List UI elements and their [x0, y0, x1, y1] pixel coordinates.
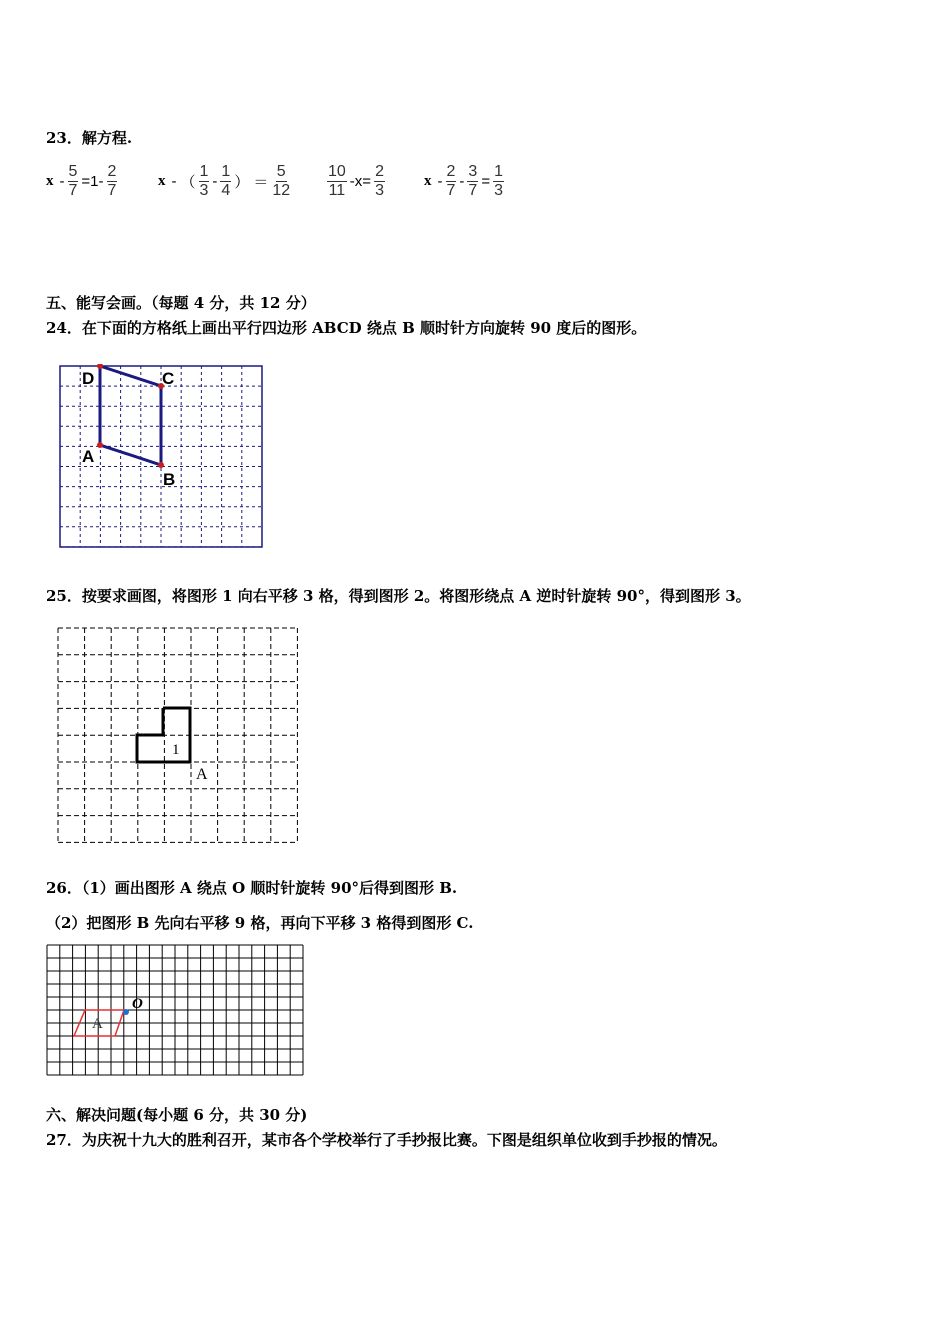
q26-text-2: （2）把图形 B 先向右平移 9 格，再向下平移 3 格得到图形 C.: [46, 914, 474, 932]
parallelogram-abcd: [100, 366, 161, 465]
q26-text-1: 26．（1）画出图形 A 绕点 O 顺时针旋转 90°后得到图形 B.: [46, 879, 458, 897]
fraction: $\frac{2}{3}$: [375, 162, 384, 199]
q25-text: 25．按要求画图，将图形 1 向右平移 3 格，得到图形 2。将图形绕点 A 逆时针旋转 90°，得到图形 3。: [46, 587, 751, 605]
fraction: $\frac{5}{12}$: [272, 162, 291, 199]
fraction: $\frac{1}{4}$: [221, 162, 231, 199]
fraction: $\frac{5}{7}$: [68, 162, 78, 199]
point-b: [158, 462, 164, 468]
point-o-label: O: [132, 996, 143, 1012]
equation-3: $\frac{10}{11}$ -x= $\frac{2}{3}$: [328, 162, 384, 199]
point-a-label: A: [196, 766, 208, 783]
q26-grid-figure: [46, 944, 304, 1076]
q25-grid-figure: [56, 626, 302, 844]
q23-title: 23．解方程.: [46, 129, 133, 147]
shape-a-label: A: [92, 1016, 103, 1032]
label-d: D: [82, 369, 95, 388]
point-a: [97, 442, 103, 448]
equation-4: x - $\frac{2}{7}$ - $\frac{3}{7}$ = $\frac{1}{3}$: [424, 162, 503, 199]
shape-1-label: 1: [172, 742, 180, 758]
label-b: B: [163, 470, 176, 489]
q27-text: 27．为庆祝十九大的胜利召开，某市各个学校举行了手抄报比赛。下图是组织单位收到手抄报的情况。: [46, 1131, 727, 1149]
point-o: [123, 1009, 129, 1015]
label-a: A: [82, 447, 95, 466]
q24-text: 24．在下面的方格纸上画出平行四边形 ABCD 绕点 B 顺时针方向旋转 90 度后的图形。: [46, 319, 647, 337]
fraction: $\frac{2}{7}$: [446, 162, 456, 199]
fraction: $\frac{2}{7}$: [107, 162, 117, 199]
equation-2: x - （ $\frac{1}{3}$ - $\frac{1}{4}$ ） ＝ $\frac{5}{12}$: [158, 162, 291, 199]
fraction: $\frac{10}{11}$: [328, 162, 346, 199]
label-c: C: [162, 369, 175, 388]
section-5-title: 五、能写会画。（每题 4 分，共 12 分）: [46, 294, 316, 312]
fraction: $\frac{1}{3}$: [494, 162, 503, 199]
section-6-title: 六、解决问题(每小题 6 分，共 30 分): [46, 1106, 308, 1124]
fraction: $\frac{1}{3}$: [199, 162, 209, 199]
dashed-grid: [58, 628, 297, 842]
q24-grid-figure: [58, 364, 264, 550]
equation-1: x - $\frac{5}{7}$ =1- $\frac{2}{7}$: [46, 162, 117, 199]
fraction: $\frac{3}{7}$: [468, 162, 478, 199]
